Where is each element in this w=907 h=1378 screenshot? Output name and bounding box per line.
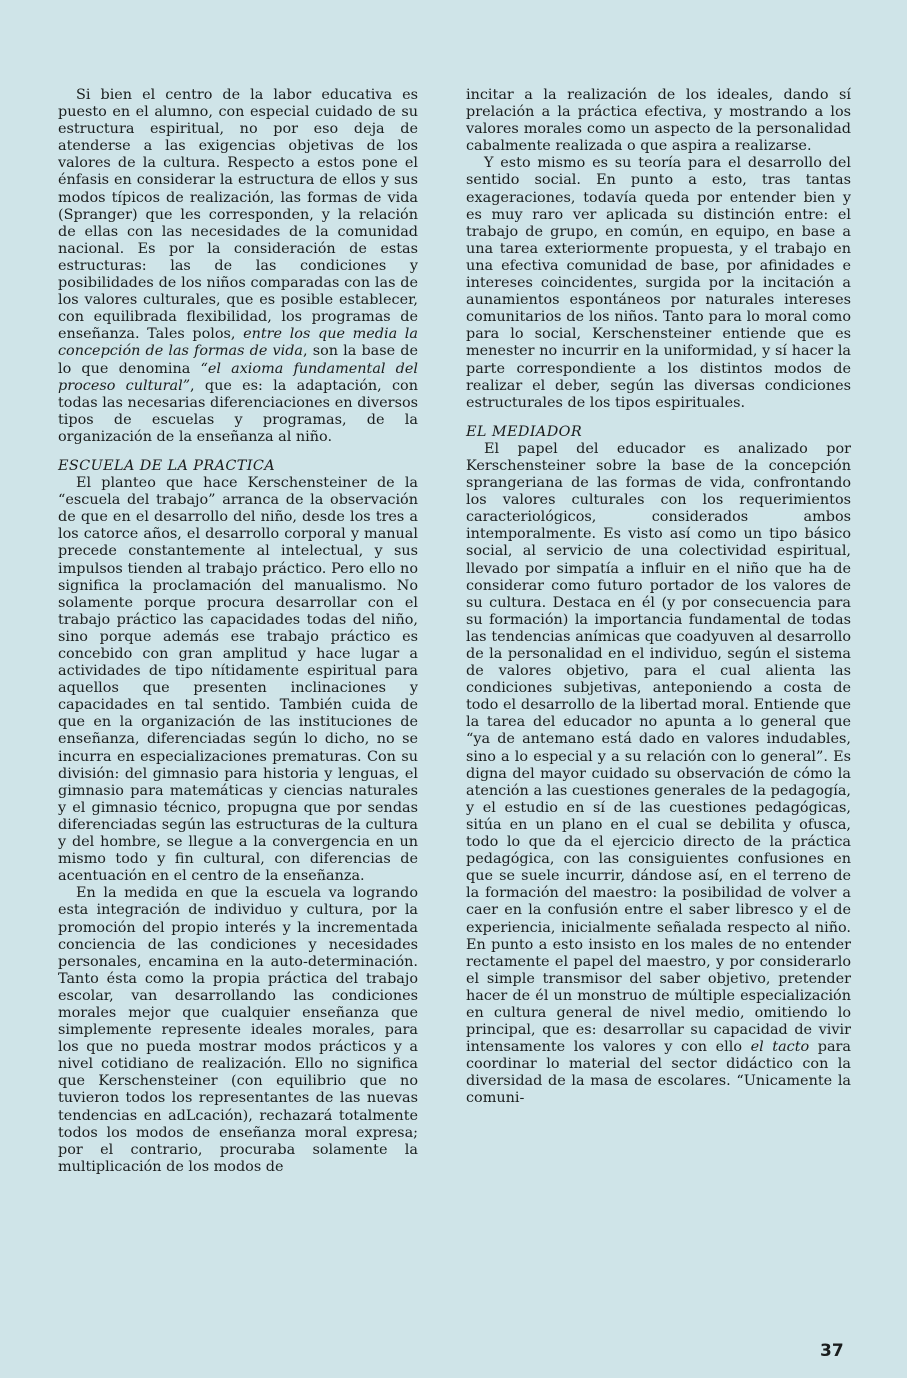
paragraph-text: para coordinar lo material del sector didáctico con la diversidad de la masa de escolares. “Unicamente la comuni- <box>466 1039 851 1107</box>
paragraph-text: , que es: la adaptación, con todas las necesarias diferenciaciones en diversos tipos de escuelas y programas, de la organización de la enseñanza al niño. <box>58 377 418 445</box>
page-number: 37 <box>820 1341 844 1361</box>
paragraph <box>58 87 418 446</box>
right-column <box>466 87 851 1108</box>
italic-text: entre los que media la concepción de las formas de vida <box>58 326 418 360</box>
section-heading: EL MEDIADOR <box>466 423 583 440</box>
paragraph <box>466 441 851 1108</box>
paragraph-text: Si bien el centro de la labor educativa es puesto en el alumno, con especial cuidado de su estructura espiritual, no por eso deja de atenderse a las exigencias objetivas de los valores de la cultura. Respecto a estos pone el énfasis en considerar la estructura de ellos y sus modos típicos de realización, las formas de vida (Spranger) que les corresponden, y la relación de ellas con las necesidades de la comunidad nacional. Es por la consideración de estas estructuras: las de las condiciones y posibilidades de los niños comparadas con las de los valores culturales, que es posible establecer, con equilibrada flexibilidad, los programas de enseñanza. Tales polos, <box>58 87 418 343</box>
section-heading: ESCUELA DE LA PRACTICA <box>58 457 276 474</box>
paragraph-text: , son la base de lo que denomina <box>58 343 418 377</box>
paragraph: Y esto mismo es su teoría para el desarrollo del sentido social. En punto a esto, tras tantas exageraciones, todavía queda por entender bien y es muy raro ver aplicada su distinción entre: el trabajo de grupo, en común, en equipo, en base a una tarea exteriormente propuesta, y el trabajo en una efectiva comunidad de base, por afinidades e intereses coincidentes, surgida por la incitación a aunamientos espontáneos por naturales intereses comunitarios de los niños. Tanto para lo moral como para lo social, Kerschensteiner entiende que es menester no incurrir en la uniformidad, y sí hacer la parte correspondiente a los distintos modos de realizar el deber, según las diversas condiciones estructurales de los tipos espirituales. <box>466 155 851 411</box>
paragraph-text: El papel del educador es analizado por Kerschensteiner sobre la base de la concepción sprangeriana de las formas de vida, confrontando los valores culturales con los requerimientos caracteriológicos, considerados ambos intemporalmente. Es visto así como un tipo básico social, al servicio de una colectividad espiritual, llevado por simpatía a influir en el niño que ha de considerar como futuro portador de los valores de su cultura. Destaca en él (y por consecuencia para su formación) la importancia fundamental de todas las tendencias anímicas que coadyuven al desarrollo de la personalidad en el individuo, según el sistema de valores objetivo, para el cual alienta las condiciones subjetivas, anteponiendo a costa de todo el desarrollo de la libertad moral. Entiende que la tarea del educador no apunta a lo general que “ya de antemano está dado en valores indudables, sino a lo especial y a su relación con lo general”. Es digna del mayor cuidado su observación de cómo la atención a las cuestiones generales de la pedagogía, y el estudio en sí de las cuestiones pedagógicas, sitúa en un plano en el cual se debilita y ofusca, todo lo que da el ejercicio directo de la práctica pedagógica, con las consiguientes confusiones en que se suele incurrir, dándose así, en el terreno de la formación del maestro: la posibilidad de volver a caer en la confusión entre el saber libresco y el de experiencia, inicialmente señalada respecto al niño. En punto a esto insisto en los males de no entender rectamente el papel del maestro, y por considerarlo el simple transmisor del saber objetivo, pretender hacer de él un monstruo de múltiple especialización en cultura general de nivel medio, omitiendo lo principal, que es: desarrollar su capacidad de vivir intensamente los valores y con ello <box>466 440 851 1056</box>
italic-quote: “el axioma fundamental del proceso cultural” <box>58 360 418 394</box>
left-column <box>58 87 418 1176</box>
paragraph: incitar a la realización de los ideales, dando sí prelación a la práctica efectiva, y mostrando a los valores morales como un aspecto de la personalidad cabalmente realizada o que aspira a realizarse. <box>466 87 851 155</box>
paragraph: El planteo que hace Kerschensteiner de la “escuela del trabajo” arranca de la observación de que en el desarrollo del niño, desde los tres a los catorce años, el desarrollo corporal y manual precede constantemente al intelectual, y sus impulsos tienden al trabajo práctico. Pero ello no significa la proclamación del manualismo. No solamente porque procura desarrollar con el trabajo práctico las capacidades todas del niño, sino porque además ese trabajo práctico es concebido con gran amplitud y hace lugar a actividades de tipo nítidamente espiritual para aquellos que presenten inclinaciones y capacidades en tal sentido. También cuida de que en la organización de las instituciones de enseñanza, diferenciadas según lo dicho, no se incurra en especializaciones prematuras. Con su división: del gimnasio para historia y lenguas, el gimnasio para matemáticas y ciencias naturales y el gimnasio técnico, propugna que por sendas diferenciadas según las estructuras de la cultura y del hombre, se llegue a la convergencia en un mismo todo y fin cultural, con diferencias de acentuación en el centro de la enseñanza. <box>58 475 418 885</box>
italic-text: el tacto <box>750 1039 810 1056</box>
paragraph: En la medida en que la escuela va logrando esta integración de individuo y cultura, por la promoción del propio interés y la incrementada conciencia de las condiciones y necesidades personales, encamina en la auto-determinación. Tanto ésta como la propia práctica del trabajo escolar, van desarrollando las condiciones morales mejor que cualquier enseñanza que simplemente represente ideales morales, para los que no pueda mostrar modos prácticos y a nivel cotidiano de realización. Ello no significa que Kerschensteiner (con equilibrio que no tuvieron todos los representantes de las nuevas tendencias en adLcación), rechazará totalmente todos los modos de enseñanza moral expresa; por el contrario, procuraba solamente la multiplicación de los modos de <box>58 885 418 1175</box>
